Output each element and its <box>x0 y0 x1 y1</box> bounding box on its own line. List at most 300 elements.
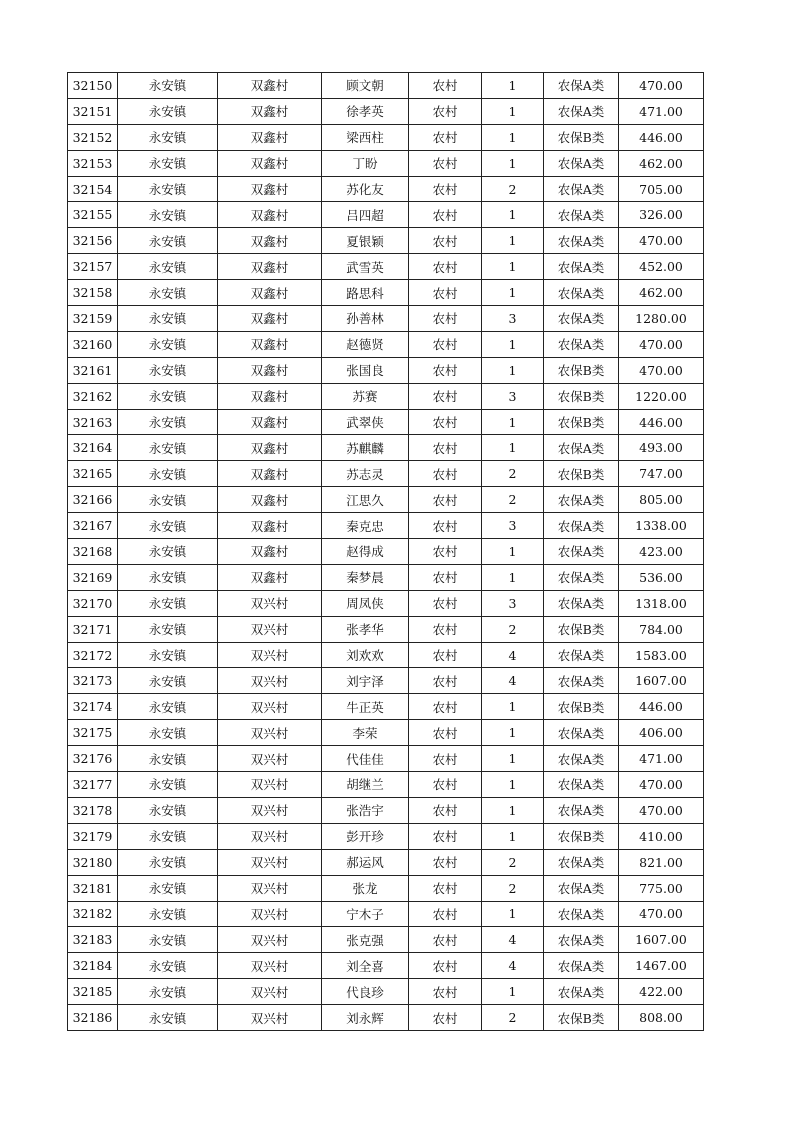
household-type-cell: 农村 <box>409 124 482 150</box>
household-type-cell: 农村 <box>409 306 482 332</box>
household-type-cell: 农村 <box>409 176 482 202</box>
name-cell: 武翠侠 <box>322 409 409 435</box>
village-cell: 双兴村 <box>218 720 322 746</box>
name-cell: 夏银颖 <box>322 228 409 254</box>
household-type-cell: 农村 <box>409 383 482 409</box>
village-cell: 双鑫村 <box>218 254 322 280</box>
name-cell: 武雪英 <box>322 254 409 280</box>
name-cell: 郝运风 <box>322 849 409 875</box>
name-cell: 苏化友 <box>322 176 409 202</box>
town-cell: 永安镇 <box>118 953 218 979</box>
row-number-cell: 32159 <box>68 306 118 332</box>
village-cell: 双鑫村 <box>218 306 322 332</box>
row-number-cell: 32167 <box>68 513 118 539</box>
household-size-cell: 1 <box>482 539 544 565</box>
amount-cell: 470.00 <box>619 797 704 823</box>
row-number-cell: 32156 <box>68 228 118 254</box>
household-type-cell: 农村 <box>409 849 482 875</box>
table-row <box>68 539 704 565</box>
village-cell: 双鑫村 <box>218 280 322 306</box>
name-cell: 周凤侠 <box>322 590 409 616</box>
amount-cell: 446.00 <box>619 694 704 720</box>
insurance-category-cell: 农保A类 <box>544 254 619 280</box>
row-number-cell: 32185 <box>68 979 118 1005</box>
household-type-cell: 农村 <box>409 875 482 901</box>
village-cell: 双鑫村 <box>218 331 322 357</box>
household-size-cell: 4 <box>482 642 544 668</box>
town-cell: 永安镇 <box>118 797 218 823</box>
table-row <box>68 228 704 254</box>
household-size-cell: 4 <box>482 668 544 694</box>
amount-cell: 705.00 <box>619 176 704 202</box>
amount-cell: 775.00 <box>619 875 704 901</box>
name-cell: 彭开珍 <box>322 823 409 849</box>
insurance-category-cell: 农保B类 <box>544 357 619 383</box>
village-cell: 双兴村 <box>218 746 322 772</box>
row-number-cell: 32179 <box>68 823 118 849</box>
town-cell: 永安镇 <box>118 306 218 332</box>
household-size-cell: 1 <box>482 150 544 176</box>
name-cell: 徐孝英 <box>322 98 409 124</box>
amount-cell: 446.00 <box>619 409 704 435</box>
row-number-cell: 32173 <box>68 668 118 694</box>
table-row <box>68 461 704 487</box>
table-row <box>68 694 704 720</box>
amount-cell: 462.00 <box>619 280 704 306</box>
village-cell: 双鑫村 <box>218 98 322 124</box>
table-row <box>68 772 704 798</box>
household-size-cell: 1 <box>482 409 544 435</box>
table-row <box>68 254 704 280</box>
amount-cell: 784.00 <box>619 616 704 642</box>
town-cell: 永安镇 <box>118 409 218 435</box>
amount-cell: 406.00 <box>619 720 704 746</box>
row-number-cell: 32155 <box>68 202 118 228</box>
household-size-cell: 1 <box>482 73 544 99</box>
village-cell: 双兴村 <box>218 772 322 798</box>
amount-cell: 747.00 <box>619 461 704 487</box>
name-cell: 江思久 <box>322 487 409 513</box>
insurance-category-cell: 农保B类 <box>544 124 619 150</box>
village-cell: 双鑫村 <box>218 124 322 150</box>
table-row <box>68 927 704 953</box>
name-cell: 赵德贤 <box>322 331 409 357</box>
village-cell: 双兴村 <box>218 875 322 901</box>
insurance-category-cell: 农保A类 <box>544 331 619 357</box>
insurance-category-cell: 农保A类 <box>544 73 619 99</box>
village-cell: 双鑫村 <box>218 564 322 590</box>
row-number-cell: 32171 <box>68 616 118 642</box>
village-cell: 双鑫村 <box>218 176 322 202</box>
name-cell: 刘永辉 <box>322 1005 409 1031</box>
insurance-category-cell: 农保A类 <box>544 927 619 953</box>
town-cell: 永安镇 <box>118 331 218 357</box>
name-cell: 赵得成 <box>322 539 409 565</box>
insurance-category-cell: 农保A类 <box>544 176 619 202</box>
name-cell: 丁盼 <box>322 150 409 176</box>
name-cell: 路思科 <box>322 280 409 306</box>
village-cell: 双鑫村 <box>218 435 322 461</box>
town-cell: 永安镇 <box>118 461 218 487</box>
household-size-cell: 1 <box>482 979 544 1005</box>
amount-cell: 470.00 <box>619 772 704 798</box>
insurance-category-cell: 农保A类 <box>544 746 619 772</box>
household-type-cell: 农村 <box>409 746 482 772</box>
name-cell: 张龙 <box>322 875 409 901</box>
town-cell: 永安镇 <box>118 746 218 772</box>
household-size-cell: 1 <box>482 435 544 461</box>
row-number-cell: 32160 <box>68 331 118 357</box>
household-size-cell: 1 <box>482 331 544 357</box>
village-cell: 双鑫村 <box>218 461 322 487</box>
table-row <box>68 1005 704 1031</box>
table-row <box>68 435 704 461</box>
table-row <box>68 564 704 590</box>
table-row <box>68 823 704 849</box>
table-row <box>68 98 704 124</box>
household-size-cell: 2 <box>482 176 544 202</box>
household-size-cell: 2 <box>482 849 544 875</box>
town-cell: 永安镇 <box>118 228 218 254</box>
name-cell: 秦梦晨 <box>322 564 409 590</box>
amount-cell: 452.00 <box>619 254 704 280</box>
table-row <box>68 746 704 772</box>
household-type-cell: 农村 <box>409 772 482 798</box>
household-type-cell: 农村 <box>409 694 482 720</box>
insurance-category-cell: 农保B类 <box>544 409 619 435</box>
row-number-cell: 32176 <box>68 746 118 772</box>
village-cell: 双鑫村 <box>218 513 322 539</box>
village-cell: 双鑫村 <box>218 409 322 435</box>
row-number-cell: 32150 <box>68 73 118 99</box>
row-number-cell: 32186 <box>68 1005 118 1031</box>
household-size-cell: 1 <box>482 901 544 927</box>
name-cell: 刘宇泽 <box>322 668 409 694</box>
village-cell: 双鑫村 <box>218 150 322 176</box>
village-cell: 双兴村 <box>218 668 322 694</box>
village-cell: 双兴村 <box>218 642 322 668</box>
household-type-cell: 农村 <box>409 513 482 539</box>
amount-cell: 1318.00 <box>619 590 704 616</box>
household-size-cell: 1 <box>482 228 544 254</box>
row-number-cell: 32174 <box>68 694 118 720</box>
insurance-category-cell: 农保B类 <box>544 616 619 642</box>
town-cell: 永安镇 <box>118 176 218 202</box>
row-number-cell: 32163 <box>68 409 118 435</box>
name-cell: 李荣 <box>322 720 409 746</box>
household-type-cell: 农村 <box>409 228 482 254</box>
amount-cell: 1467.00 <box>619 953 704 979</box>
household-type-cell: 农村 <box>409 435 482 461</box>
table-row <box>68 720 704 746</box>
village-cell: 双兴村 <box>218 694 322 720</box>
household-size-cell: 2 <box>482 461 544 487</box>
household-type-cell: 农村 <box>409 616 482 642</box>
relief-roster-table <box>67 72 704 1031</box>
town-cell: 永安镇 <box>118 616 218 642</box>
table-row <box>68 616 704 642</box>
name-cell: 代佳佳 <box>322 746 409 772</box>
amount-cell: 1607.00 <box>619 668 704 694</box>
household-type-cell: 农村 <box>409 823 482 849</box>
household-size-cell: 1 <box>482 694 544 720</box>
village-cell: 双鑫村 <box>218 487 322 513</box>
table-row <box>68 150 704 176</box>
town-cell: 永安镇 <box>118 979 218 1005</box>
table-row <box>68 383 704 409</box>
household-size-cell: 1 <box>482 797 544 823</box>
row-number-cell: 32161 <box>68 357 118 383</box>
table-row <box>68 668 704 694</box>
insurance-category-cell: 农保A类 <box>544 228 619 254</box>
insurance-category-cell: 农保A类 <box>544 797 619 823</box>
name-cell: 张浩宇 <box>322 797 409 823</box>
row-number-cell: 32183 <box>68 927 118 953</box>
household-size-cell: 1 <box>482 124 544 150</box>
row-number-cell: 32177 <box>68 772 118 798</box>
household-type-cell: 农村 <box>409 901 482 927</box>
village-cell: 双鑫村 <box>218 202 322 228</box>
insurance-category-cell: 农保A类 <box>544 772 619 798</box>
name-cell: 代良珍 <box>322 979 409 1005</box>
household-size-cell: 3 <box>482 306 544 332</box>
table-row <box>68 979 704 1005</box>
village-cell: 双兴村 <box>218 979 322 1005</box>
row-number-cell: 32157 <box>68 254 118 280</box>
household-type-cell: 农村 <box>409 1005 482 1031</box>
table-body <box>68 73 704 1031</box>
town-cell: 永安镇 <box>118 901 218 927</box>
name-cell: 刘欢欢 <box>322 642 409 668</box>
amount-cell: 1338.00 <box>619 513 704 539</box>
row-number-cell: 32152 <box>68 124 118 150</box>
village-cell: 双兴村 <box>218 616 322 642</box>
village-cell: 双兴村 <box>218 1005 322 1031</box>
town-cell: 永安镇 <box>118 73 218 99</box>
table-row <box>68 280 704 306</box>
insurance-category-cell: 农保A类 <box>544 98 619 124</box>
name-cell: 秦克忠 <box>322 513 409 539</box>
town-cell: 永安镇 <box>118 642 218 668</box>
village-cell: 双兴村 <box>218 953 322 979</box>
table-row <box>68 953 704 979</box>
row-number-cell: 32184 <box>68 953 118 979</box>
insurance-category-cell: 农保B类 <box>544 823 619 849</box>
household-size-cell: 1 <box>482 564 544 590</box>
amount-cell: 1583.00 <box>619 642 704 668</box>
household-type-cell: 农村 <box>409 979 482 1005</box>
table-row <box>68 357 704 383</box>
household-size-cell: 1 <box>482 98 544 124</box>
town-cell: 永安镇 <box>118 823 218 849</box>
row-number-cell: 32158 <box>68 280 118 306</box>
village-cell: 双兴村 <box>218 901 322 927</box>
amount-cell: 536.00 <box>619 564 704 590</box>
insurance-category-cell: 农保A类 <box>544 513 619 539</box>
insurance-category-cell: 农保A类 <box>544 590 619 616</box>
name-cell: 张国良 <box>322 357 409 383</box>
amount-cell: 1220.00 <box>619 383 704 409</box>
table-row <box>68 409 704 435</box>
town-cell: 永安镇 <box>118 772 218 798</box>
household-type-cell: 农村 <box>409 590 482 616</box>
table-row <box>68 306 704 332</box>
household-type-cell: 农村 <box>409 564 482 590</box>
row-number-cell: 32165 <box>68 461 118 487</box>
insurance-category-cell: 农保A类 <box>544 539 619 565</box>
town-cell: 永安镇 <box>118 720 218 746</box>
household-size-cell: 1 <box>482 823 544 849</box>
amount-cell: 1607.00 <box>619 927 704 953</box>
household-size-cell: 1 <box>482 357 544 383</box>
town-cell: 永安镇 <box>118 150 218 176</box>
insurance-category-cell: 农保A类 <box>544 979 619 1005</box>
town-cell: 永安镇 <box>118 280 218 306</box>
town-cell: 永安镇 <box>118 487 218 513</box>
insurance-category-cell: 农保A类 <box>544 720 619 746</box>
household-type-cell: 农村 <box>409 539 482 565</box>
household-size-cell: 1 <box>482 280 544 306</box>
household-type-cell: 农村 <box>409 953 482 979</box>
name-cell: 牛正英 <box>322 694 409 720</box>
town-cell: 永安镇 <box>118 694 218 720</box>
table-row <box>68 590 704 616</box>
household-size-cell: 2 <box>482 487 544 513</box>
household-type-cell: 农村 <box>409 331 482 357</box>
insurance-category-cell: 农保A类 <box>544 668 619 694</box>
row-number-cell: 32180 <box>68 849 118 875</box>
table-row <box>68 331 704 357</box>
town-cell: 永安镇 <box>118 927 218 953</box>
row-number-cell: 32151 <box>68 98 118 124</box>
amount-cell: 471.00 <box>619 98 704 124</box>
town-cell: 永安镇 <box>118 564 218 590</box>
table-row <box>68 73 704 99</box>
town-cell: 永安镇 <box>118 357 218 383</box>
insurance-category-cell: 农保A类 <box>544 953 619 979</box>
name-cell: 刘全喜 <box>322 953 409 979</box>
town-cell: 永安镇 <box>118 590 218 616</box>
insurance-category-cell: 农保A类 <box>544 306 619 332</box>
name-cell: 孙善林 <box>322 306 409 332</box>
village-cell: 双兴村 <box>218 823 322 849</box>
insurance-category-cell: 农保A类 <box>544 150 619 176</box>
household-size-cell: 1 <box>482 746 544 772</box>
town-cell: 永安镇 <box>118 539 218 565</box>
insurance-category-cell: 农保A类 <box>544 849 619 875</box>
row-number-cell: 32166 <box>68 487 118 513</box>
household-type-cell: 农村 <box>409 927 482 953</box>
village-cell: 双鑫村 <box>218 539 322 565</box>
name-cell: 顾文朝 <box>322 73 409 99</box>
town-cell: 永安镇 <box>118 875 218 901</box>
amount-cell: 422.00 <box>619 979 704 1005</box>
amount-cell: 1280.00 <box>619 306 704 332</box>
village-cell: 双兴村 <box>218 849 322 875</box>
household-size-cell: 3 <box>482 383 544 409</box>
household-type-cell: 农村 <box>409 797 482 823</box>
village-cell: 双鑫村 <box>218 357 322 383</box>
town-cell: 永安镇 <box>118 124 218 150</box>
row-number-cell: 32175 <box>68 720 118 746</box>
name-cell: 苏志灵 <box>322 461 409 487</box>
name-cell: 苏赛 <box>322 383 409 409</box>
town-cell: 永安镇 <box>118 668 218 694</box>
village-cell: 双鑫村 <box>218 73 322 99</box>
amount-cell: 471.00 <box>619 746 704 772</box>
insurance-category-cell: 农保A类 <box>544 435 619 461</box>
amount-cell: 821.00 <box>619 849 704 875</box>
amount-cell: 805.00 <box>619 487 704 513</box>
amount-cell: 462.00 <box>619 150 704 176</box>
town-cell: 永安镇 <box>118 202 218 228</box>
insurance-category-cell: 农保B类 <box>544 694 619 720</box>
village-cell: 双鑫村 <box>218 228 322 254</box>
row-number-cell: 32178 <box>68 797 118 823</box>
household-size-cell: 2 <box>482 616 544 642</box>
name-cell: 宁木子 <box>322 901 409 927</box>
town-cell: 永安镇 <box>118 513 218 539</box>
town-cell: 永安镇 <box>118 383 218 409</box>
table-row <box>68 875 704 901</box>
household-size-cell: 2 <box>482 1005 544 1031</box>
name-cell: 吕四超 <box>322 202 409 228</box>
name-cell: 张克强 <box>322 927 409 953</box>
amount-cell: 423.00 <box>619 539 704 565</box>
amount-cell: 410.00 <box>619 823 704 849</box>
row-number-cell: 32172 <box>68 642 118 668</box>
household-type-cell: 农村 <box>409 357 482 383</box>
village-cell: 双兴村 <box>218 797 322 823</box>
table-row <box>68 797 704 823</box>
household-size-cell: 1 <box>482 202 544 228</box>
row-number-cell: 32153 <box>68 150 118 176</box>
household-size-cell: 4 <box>482 953 544 979</box>
name-cell: 张孝华 <box>322 616 409 642</box>
insurance-category-cell: 农保A类 <box>544 564 619 590</box>
household-type-cell: 农村 <box>409 487 482 513</box>
table-row <box>68 901 704 927</box>
amount-cell: 470.00 <box>619 228 704 254</box>
row-number-cell: 32154 <box>68 176 118 202</box>
row-number-cell: 32182 <box>68 901 118 927</box>
insurance-category-cell: 农保B类 <box>544 1005 619 1031</box>
row-number-cell: 32170 <box>68 590 118 616</box>
village-cell: 双鑫村 <box>218 383 322 409</box>
insurance-category-cell: 农保A类 <box>544 875 619 901</box>
household-size-cell: 4 <box>482 927 544 953</box>
household-size-cell: 1 <box>482 772 544 798</box>
insurance-category-cell: 农保A类 <box>544 202 619 228</box>
insurance-category-cell: 农保A类 <box>544 642 619 668</box>
insurance-category-cell: 农保B类 <box>544 461 619 487</box>
table-row <box>68 202 704 228</box>
table-row <box>68 176 704 202</box>
name-cell: 胡继兰 <box>322 772 409 798</box>
amount-cell: 446.00 <box>619 124 704 150</box>
amount-cell: 470.00 <box>619 73 704 99</box>
insurance-category-cell: 农保A类 <box>544 901 619 927</box>
amount-cell: 808.00 <box>619 1005 704 1031</box>
household-size-cell: 1 <box>482 720 544 746</box>
row-number-cell: 32164 <box>68 435 118 461</box>
table-row <box>68 513 704 539</box>
household-type-cell: 农村 <box>409 720 482 746</box>
household-type-cell: 农村 <box>409 73 482 99</box>
household-type-cell: 农村 <box>409 409 482 435</box>
table-row <box>68 487 704 513</box>
household-size-cell: 1 <box>482 254 544 280</box>
